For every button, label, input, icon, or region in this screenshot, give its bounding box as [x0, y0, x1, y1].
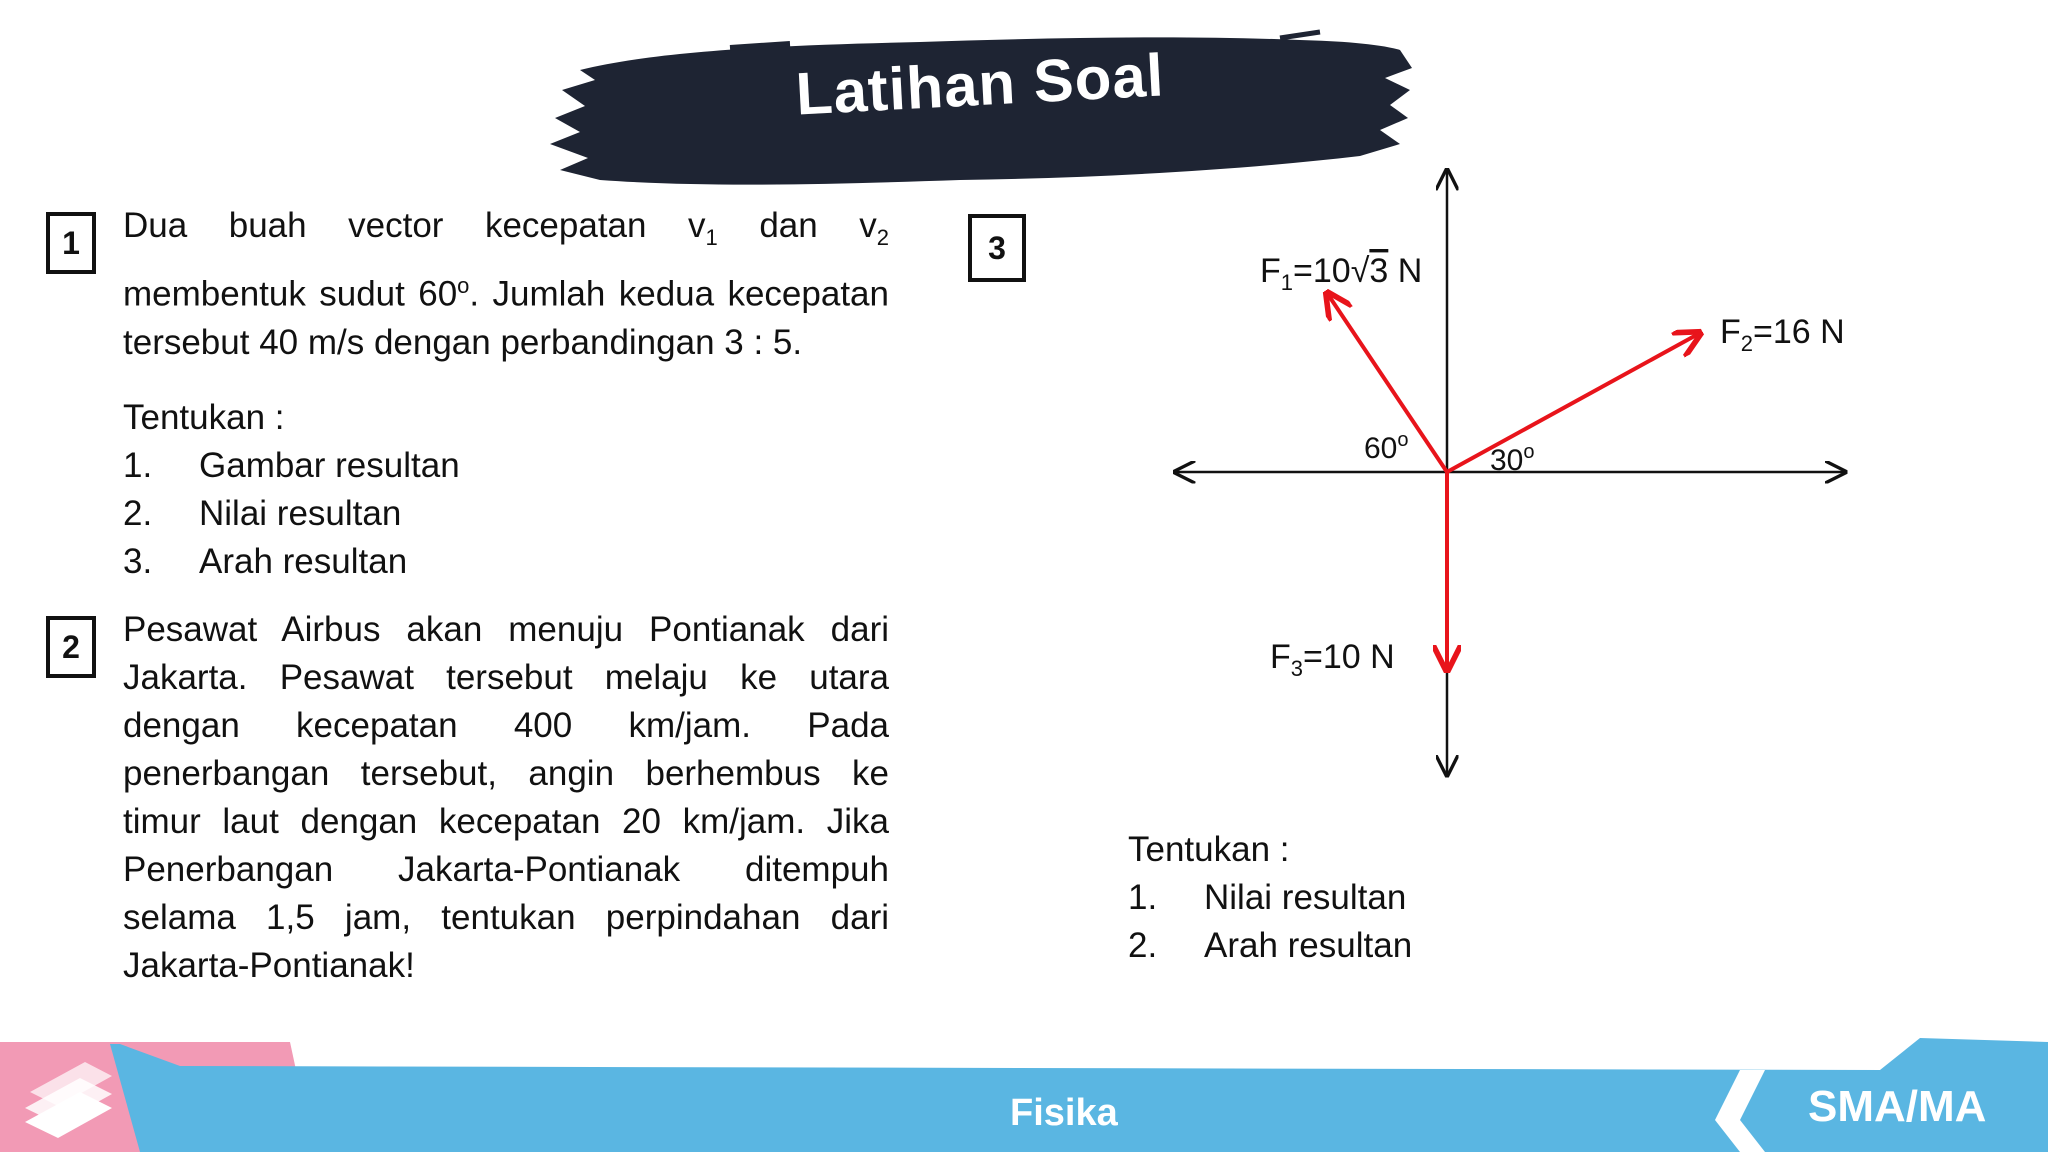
list-item	[123, 538, 460, 586]
problem-2-text: Pesawat Airbus akan menuju Pontianak dari Jakarta. Pesawat tersebut melaju ke utara dengan kecepatan 400 km/jam. Pada penerbangan tersebut, angin berhembus ke timur laut dengan kecepatan 20 km/jam. Jika Penerbangan Jakarta-Pontianak ditempuh selama 1,5 jam, tentukan perpindahan dari Jakarta-Pontianak!	[123, 610, 889, 985]
p1-sub-a: 1	[705, 225, 718, 250]
angle-60-label	[1364, 429, 1409, 465]
label-f2-sub: 2	[1740, 331, 1754, 356]
problem-2-number	[46, 616, 96, 678]
list-item	[1128, 874, 1412, 922]
list-item-text: Nilai resultan	[1204, 878, 1407, 917]
problem-3-number	[968, 214, 1026, 282]
angle-30-sup: o	[1523, 441, 1535, 463]
problem-1-number	[46, 212, 96, 274]
list-item	[123, 442, 460, 490]
label-f1-rest: =10	[1293, 252, 1351, 290]
list-item-text: Arah resultan	[1204, 926, 1413, 965]
list-item-number: 2.	[123, 494, 153, 533]
list-item-number: 1.	[123, 446, 153, 485]
angle-30-value: 30	[1490, 444, 1524, 477]
label-f1-radicand: 3	[1369, 252, 1389, 290]
problem-2-number-text: 2	[62, 628, 80, 665]
p1-sub-b: 2	[876, 225, 889, 250]
label-f3-main: F	[1270, 638, 1291, 676]
problem-3-prompt: Tentukan :	[1128, 830, 1290, 869]
vector-f2	[1447, 333, 1700, 472]
page-title: Latihan Soal	[794, 41, 1166, 128]
problem-1-task-list	[123, 394, 460, 586]
list-item-number: 2.	[1128, 926, 1158, 965]
label-f1-main: F	[1260, 252, 1281, 290]
label-f3-sub: 3	[1290, 656, 1304, 681]
problem-1-text	[123, 202, 889, 367]
list-item	[123, 490, 460, 538]
p1-text-d: . Jumlah kedua kecepatan tersebut 40 m/s dengan perbandingan 3 : 5.	[123, 274, 889, 362]
p1-sup-c: o	[457, 273, 470, 298]
problem-1-prompt: Tentukan :	[123, 398, 285, 437]
label-f1-unit: N	[1388, 252, 1423, 290]
label-f3	[1270, 638, 1395, 681]
angle-60-sup: o	[1397, 429, 1409, 451]
list-item-text: Gambar resultan	[199, 446, 460, 485]
p1-text-c: membentuk sudut 60	[123, 274, 458, 314]
list-item-number: 1.	[1128, 878, 1158, 917]
label-f2	[1720, 313, 1845, 356]
list-item-text: Arah resultan	[199, 542, 408, 581]
list-item-number: 3.	[123, 542, 153, 581]
p1-text-b: dan v	[717, 206, 877, 245]
footer-subject: Fisika	[1010, 1092, 1118, 1134]
list-item	[1128, 922, 1412, 970]
force-vector-diagram	[1160, 160, 1880, 800]
footer-level: SMA/MA	[1808, 1082, 1987, 1131]
label-f1-sub: 1	[1280, 270, 1294, 295]
label-f2-rest: =16 N	[1753, 313, 1845, 351]
label-f1	[1260, 252, 1422, 295]
label-f1-radical: √	[1350, 252, 1370, 290]
list-item-text: Nilai resultan	[199, 494, 402, 533]
label-f3-rest: =10 N	[1303, 638, 1395, 676]
label-f2-main: F	[1720, 313, 1741, 351]
problem-1-number-text: 1	[62, 224, 80, 261]
problem-3-task-list	[1128, 826, 1412, 970]
angle-60-value: 60	[1364, 432, 1398, 465]
problem-3-number-text: 3	[988, 229, 1006, 266]
p1-text-a: Dua buah vector kecepatan v	[123, 206, 706, 245]
